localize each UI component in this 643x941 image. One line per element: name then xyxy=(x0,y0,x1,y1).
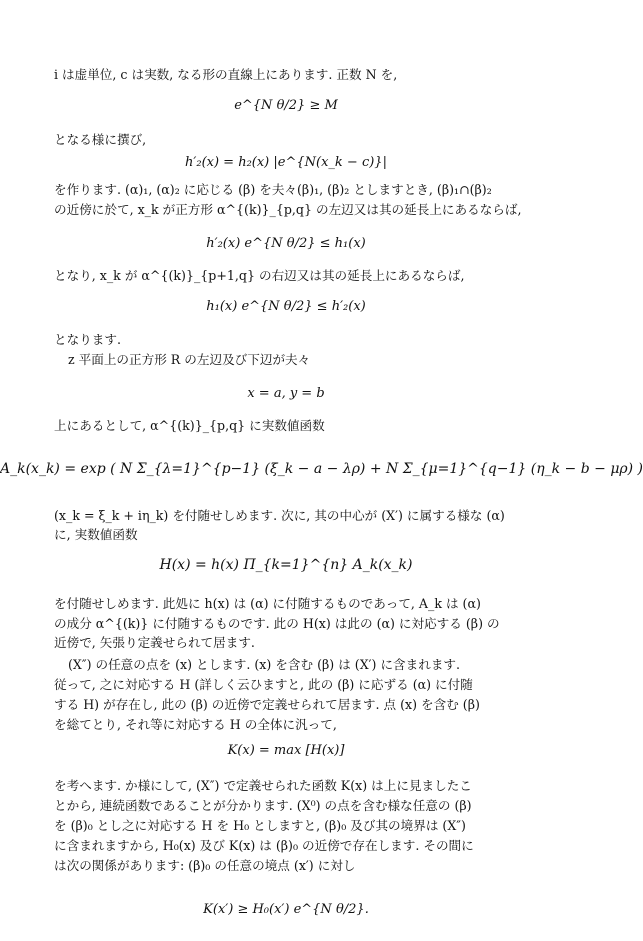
text-line: に含まれますから, H₀(x) 及び K(x) は (β)₀ の近傍で存在します. その間に xyxy=(54,838,474,853)
text-line: を考へます. か様にして, (X″) で定義せられた函数 K(x) は上に見ましたこ xyxy=(54,778,472,793)
equation: h₁(x) e^{N θ/2} ≤ h′₂(x) xyxy=(206,299,366,314)
text-line: となる様に撰び, xyxy=(54,132,147,147)
text-line: は次の関係があります: (β)₀ の任意の境点 (x′) に対し xyxy=(54,858,356,873)
text-line: となり, x_k が α^{(k)}_{p+1,q} の右辺又は其の延長上にあるならば, xyxy=(54,268,465,283)
text-line: の近傍に於て, x_k が正方形 α^{(k)}_{p,q} の左辺又は其の延長上にあるならば, xyxy=(54,202,522,217)
text-line: 近傍で, 矢張り定義せられて居ます. xyxy=(54,635,255,650)
equation: e^{N θ/2} ≥ M xyxy=(234,98,338,113)
equation: K(x) = max [H(x)] xyxy=(227,743,345,758)
equation: H(x) = h(x) Π_{k=1}^{n} A_k(x_k) xyxy=(159,557,413,573)
text-line: を作ります. (α)₁, (α)₂ に応じる (β) を夫々(β)₁, (β)₂ としますとき, (β)₁∩(β)₂ xyxy=(54,182,492,197)
text-line: (X″) の任意の点を (x) とします. (x) を含む (β) は (X′) に含まれます. xyxy=(68,657,461,672)
text-line: となります. xyxy=(54,332,121,347)
equation: h′₂(x) e^{N θ/2} ≤ h₁(x) xyxy=(206,236,366,251)
text-line: i は虚単位, c は実数, なる形の直線上にあります. 正数 N を, xyxy=(54,67,398,82)
equation: x = a, y = b xyxy=(247,386,325,401)
text-line: を (β)₀ とし之に対応する H を H₀ としますと, (β)₀ 及び其の境界は (X″) xyxy=(54,818,466,833)
equation: h′₂(x) = h₂(x) |e^{N(x_k − c)}| xyxy=(185,155,387,170)
equation: K(x′) ≥ H₀(x′) e^{N θ/2}. xyxy=(203,902,369,917)
text-line: z 平面上の正方形 R の左辺及び下辺が夫々 xyxy=(68,352,311,367)
text-line: に, 実数値函数 xyxy=(54,527,138,542)
text-line: の成分 α^{(k)} に付随するものです. 此の H(x) は此の (α) に対応する (β) の xyxy=(54,616,500,631)
equation: A_k(x_k) = exp ( N Σ_{λ=1}^{p−1} (ξ_k − a − λρ) + N Σ_{μ=1}^{q−1} (η_k − b − μρ) ) xyxy=(0,461,643,477)
text-line: を付随せしめます. 此処に h(x) は (α) に付随するものであって, A_k は (α) xyxy=(54,596,481,611)
text-line: する H) が存在し, 此の (β) の近傍で定義せられて居ます. 点 (x) を含む (β) xyxy=(54,697,480,712)
text-line: 上にあるとして, α^{(k)}_{p,q} に実数値函数 xyxy=(54,418,325,433)
text-line: 従って, 之に対応する H (詳しく云ひますと, 此の (β) に応ずる (α) に付随 xyxy=(54,677,473,692)
text-line: を総てとり, それ等に対応する H の全体に汎って, xyxy=(54,717,337,732)
text-line: (x_k = ξ_k + iη_k) を付随せしめます. 次に, 其の中心が (X′) に属する様な (α) xyxy=(54,508,505,523)
text-line: とから, 連続函数であることが分かります. (X⁰) の点を含む様な任意の (β) xyxy=(54,798,472,813)
